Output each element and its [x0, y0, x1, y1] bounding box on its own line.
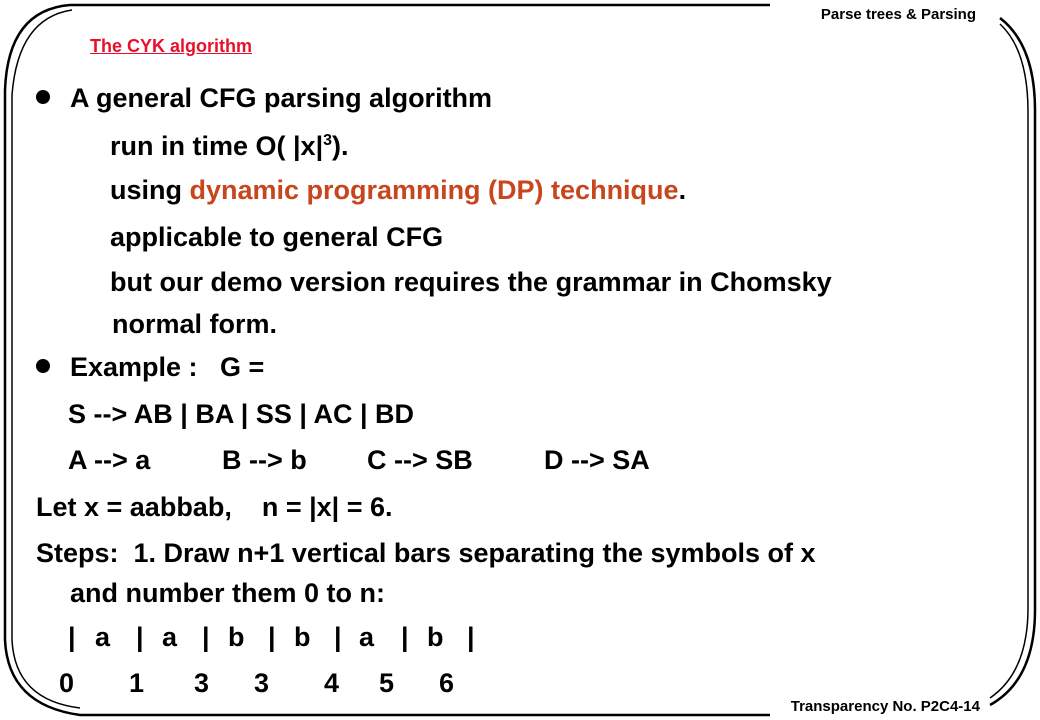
grammar-rule-a: A --> a: [68, 445, 151, 475]
bar-symbol: |: [401, 622, 409, 652]
bar-symbol: a: [95, 622, 111, 652]
bullet-example: [36, 351, 264, 383]
bar-numbers-row: [59, 667, 459, 699]
dp-prefix: using: [110, 175, 190, 205]
let-line: Let x = aabbab, n = |x| = 6.: [36, 492, 393, 522]
chomsky-text-line2: normal form.: [112, 309, 278, 339]
runtime-text: run in time O( |x|: [110, 131, 324, 161]
bullet-text: A general CFG parsing algorithm: [70, 83, 493, 113]
bullet-general-cfg: [36, 82, 492, 114]
grammar-rule-d: D --> SA: [544, 445, 650, 475]
bar-symbol: |: [136, 622, 144, 652]
sub-item-runtime: [80, 130, 349, 162]
runtime-exponent: 3: [323, 132, 333, 149]
dp-suffix: .: [678, 175, 687, 205]
bar-symbol: a: [359, 622, 375, 652]
applicable-text: applicable to general CFG: [110, 222, 444, 252]
sub-item-chomsky: [80, 266, 832, 298]
steps-line1: Steps: 1. Draw n+1 vertical bars separating the symbols of x: [36, 538, 816, 568]
bar-number: 4: [324, 668, 340, 698]
bar-symbol: b: [294, 622, 311, 652]
bar-symbol: |: [202, 622, 210, 652]
runtime-suffix: ).: [332, 131, 349, 161]
bar-symbol: a: [162, 622, 178, 652]
bullet-dot-icon: [36, 90, 50, 104]
grammar-rule-c: C --> SB: [367, 445, 473, 475]
bar-number: 6: [439, 668, 455, 698]
bar-symbol: |: [68, 622, 76, 652]
bar-number: 3: [194, 668, 210, 698]
bar-symbol: b: [228, 622, 245, 652]
bar-number: 1: [129, 668, 145, 698]
bar-symbol: |: [467, 622, 475, 652]
bullet-dot-icon: [36, 359, 50, 373]
bar-number: 0: [59, 668, 75, 698]
sub-item-applicable: [80, 221, 443, 253]
bar-symbol: |: [268, 622, 276, 652]
grammar-rule-s: S --> AB | BA | SS | AC | BD: [68, 399, 414, 429]
footer-transparency: Transparency No. P2C4-14: [790, 698, 980, 715]
bar-number: 5: [379, 668, 395, 698]
bar-symbol: |: [334, 622, 342, 652]
bullet-text: Example : G =: [70, 352, 265, 382]
bar-symbol: b: [427, 622, 444, 652]
steps-line2: and number them 0 to n:: [70, 578, 386, 608]
sub-item-dp: [80, 174, 686, 206]
bars-row: [68, 621, 487, 653]
chomsky-text-line1: but our demo version requires the grammar in Chomsky: [110, 267, 832, 297]
slide-title: The CYK algorithm: [90, 36, 253, 56]
grammar-rule-b: B --> b: [222, 445, 307, 475]
dp-highlight: dynamic programming (DP) technique: [189, 175, 679, 205]
header-topic: Parse trees & Parsing: [820, 6, 976, 23]
bar-number: 3: [254, 668, 270, 698]
